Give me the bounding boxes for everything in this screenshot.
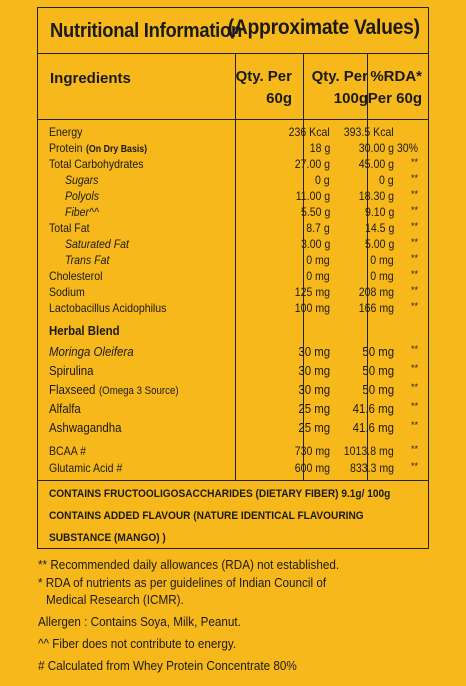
row-label-text: Polyols [65,189,100,203]
row-value-v1: 8.7 g [306,221,330,235]
row-value-v1: 125 mg [294,285,330,299]
row-value-v3: ** [410,173,418,183]
row-label-text: Herbal Blend [49,323,120,338]
table-row [38,253,428,270]
row-value-v2: 208 mg [358,285,394,299]
row-label-text: Trans Fat [65,253,110,267]
row-value-v3: ** [410,382,418,392]
row-value-v2: 166 mg [358,301,394,315]
row-value-v1: 3.00 g [300,237,330,251]
row-value-v3: ** [410,157,418,167]
note-flavour-cont: SUBSTANCE (MANGO) ) [49,532,166,544]
table-row [38,401,428,418]
table-row [38,301,428,318]
row-value-v1: 30 mg [298,344,330,359]
footnote-rda-line1: * RDA of nutrients as per guidelines of Indian Council of [38,575,327,590]
row-value-v1: 0 mg [306,253,330,267]
table-row [38,205,428,222]
table-row [38,125,428,142]
row-label-text: Fiber^^ [65,205,99,219]
row-value-v3: ** [410,221,418,231]
row-value-v2: 45.00 g [358,157,394,171]
row-value-v2: 50 mg [362,344,394,359]
table-row [38,344,428,361]
row-value-v3: 30% [396,141,418,155]
row-label-text: BCAA # [49,444,86,458]
row-label [49,323,120,338]
row-value-v2: 0 mg [370,269,394,283]
row-label-text: Alfalfa [49,401,81,416]
footnote-rda-not-established: ** Recommended daily allowances (RDA) not established. [38,557,340,572]
row-label [49,125,82,139]
row-value-v2: 41.6 mg [352,401,394,416]
row-value-v2: 30.00 g [358,141,394,155]
header-qty-60g-line2: 60g [266,90,292,107]
row-label [49,401,81,416]
table-row [38,461,428,478]
row-value-v1: 25 mg [298,401,330,416]
table-row [38,237,428,254]
row-value-v2: 5.00 g [364,237,394,251]
row-value-v3: ** [410,420,418,430]
row-label [49,363,94,378]
row-value-v3: ** [410,189,418,199]
row-label [65,253,109,267]
row-value-v3: ** [410,301,418,311]
row-label [49,444,86,458]
row-label-text: Flaxseed [49,382,96,397]
row-value-v1: 30 mg [298,382,330,397]
row-label-text: Sodium [49,285,85,299]
row-value-v3: ** [410,269,418,279]
note-flavour: CONTAINS ADDED FLAVOUR (NATURE IDENTICAL FLAVOURING [49,510,364,522]
row-value-v3: ** [410,401,418,411]
row-label [49,221,90,235]
row-value-v1: 11.00 g [295,189,330,203]
table-row [38,285,428,302]
header-row [38,54,428,120]
row-value-v2: 393.5 Kcal [344,125,394,139]
row-label-text: Lactobacillus Acidophilus [49,301,167,315]
header-qty-100g-line2: 100g [333,90,368,107]
row-value-v1: 30 mg [298,363,330,378]
header-ingredients: Ingredients [50,70,131,87]
table-row [38,141,428,158]
row-value-v1: 0 mg [306,269,330,283]
row-label [49,141,147,155]
row-value-v2: 50 mg [362,382,394,397]
row-label-text: Spirulina [49,363,94,378]
row-label-text: Protein [49,141,83,155]
footnote-fiber: ^^ Fiber does not contribute to energy. [38,636,237,651]
row-label [49,420,122,435]
note-fos: CONTAINS FRUCTOOLIGOSACCHARIDES (DIETARY FIBER) 9.1g/ 100g [49,488,391,500]
header-rda-line1: %RDA* [370,68,422,85]
table-row [38,420,428,437]
header-rda [368,66,422,110]
row-label-text: Ashwagandha [49,420,122,435]
row-label-text: Saturated Fat [65,237,129,251]
row-label [65,173,98,187]
title-row [38,8,428,54]
table-row [38,173,428,190]
table-row [38,382,428,399]
footnote-rda-line2: Medical Research (ICMR). [46,592,184,607]
header-qty-60g-line1: Qty. Per [235,68,292,85]
row-value-v2: 9.10 g [364,205,394,219]
row-label [49,269,102,283]
table-row [38,363,428,380]
row-label [65,205,99,219]
header-qty-100g [312,66,368,110]
row-value-v3: ** [410,285,418,295]
row-label [65,189,99,203]
row-value-v2: 14.5 g [364,221,394,235]
row-label-text: Sugars [65,173,99,187]
row-value-v1: 236 Kcal [288,125,330,139]
row-value-v1: 600 mg [294,461,330,475]
row-label-text: Total Carbohydrates [49,157,144,171]
table-row [38,221,428,238]
row-value-v1: 25 mg [298,420,330,435]
row-value-v3: ** [410,461,418,471]
row-label [49,301,166,315]
table-row [38,189,428,206]
row-value-v3: ** [410,344,418,354]
table-row [38,157,428,174]
row-label [49,157,144,171]
header-rda-line2: Per 60g [367,90,422,107]
row-value-v2: 41.6 mg [352,420,394,435]
row-label-text: Glutamic Acid # [49,461,123,475]
table-row [38,323,428,340]
row-value-v2: 833.3 mg [349,461,394,475]
row-label-text: Energy [49,125,83,139]
row-value-v2: 0 mg [370,253,394,267]
row-label [49,344,134,359]
table-row [38,269,428,286]
row-value-v2: 50 mg [362,363,394,378]
row-label [49,382,179,397]
row-value-v1: 0 g [315,173,330,187]
row-value-v2: 18.30 g [358,189,394,203]
row-value-v1: 18 g [309,141,330,155]
header-qty-60g [236,66,292,110]
row-value-v3: ** [410,363,418,373]
table-row [38,444,428,461]
panel-title: Nutritional Information [50,20,242,42]
row-label [49,285,85,299]
row-value-v3: ** [410,444,418,454]
header-qty-100g-line1: Qty. Per [311,68,368,85]
row-label [65,237,129,251]
row-label [49,461,122,475]
row-value-v3: ** [410,237,418,247]
notes-box [38,480,428,550]
row-value-v2: 1013.8 mg [344,444,394,458]
row-value-v2: 0 g [379,173,394,187]
row-label-note: (On Dry Basis) [85,144,148,155]
row-value-v1: 5.50 g [300,205,330,219]
row-label-text: Moringa Oleifera [49,344,134,359]
row-value-v3: ** [410,253,418,263]
row-label-text: Cholesterol [49,269,103,283]
row-value-v1: 100 mg [294,301,330,315]
row-label-text: Total Fat [49,221,90,235]
row-value-v1: 27.00 g [294,157,330,171]
row-value-v1: 730 mg [294,444,330,458]
row-label-note: (Omega 3 Source) [98,385,179,397]
nutrition-panel [37,7,429,549]
footnote-whey: # Calculated from Whey Protein Concentrate 80% [38,658,297,673]
footnote-allergen: Allergen : Contains Soya, Milk, Peanut. [38,614,241,629]
panel-subtitle: (Approximate Values) [227,16,420,39]
row-value-v3: ** [410,205,418,215]
